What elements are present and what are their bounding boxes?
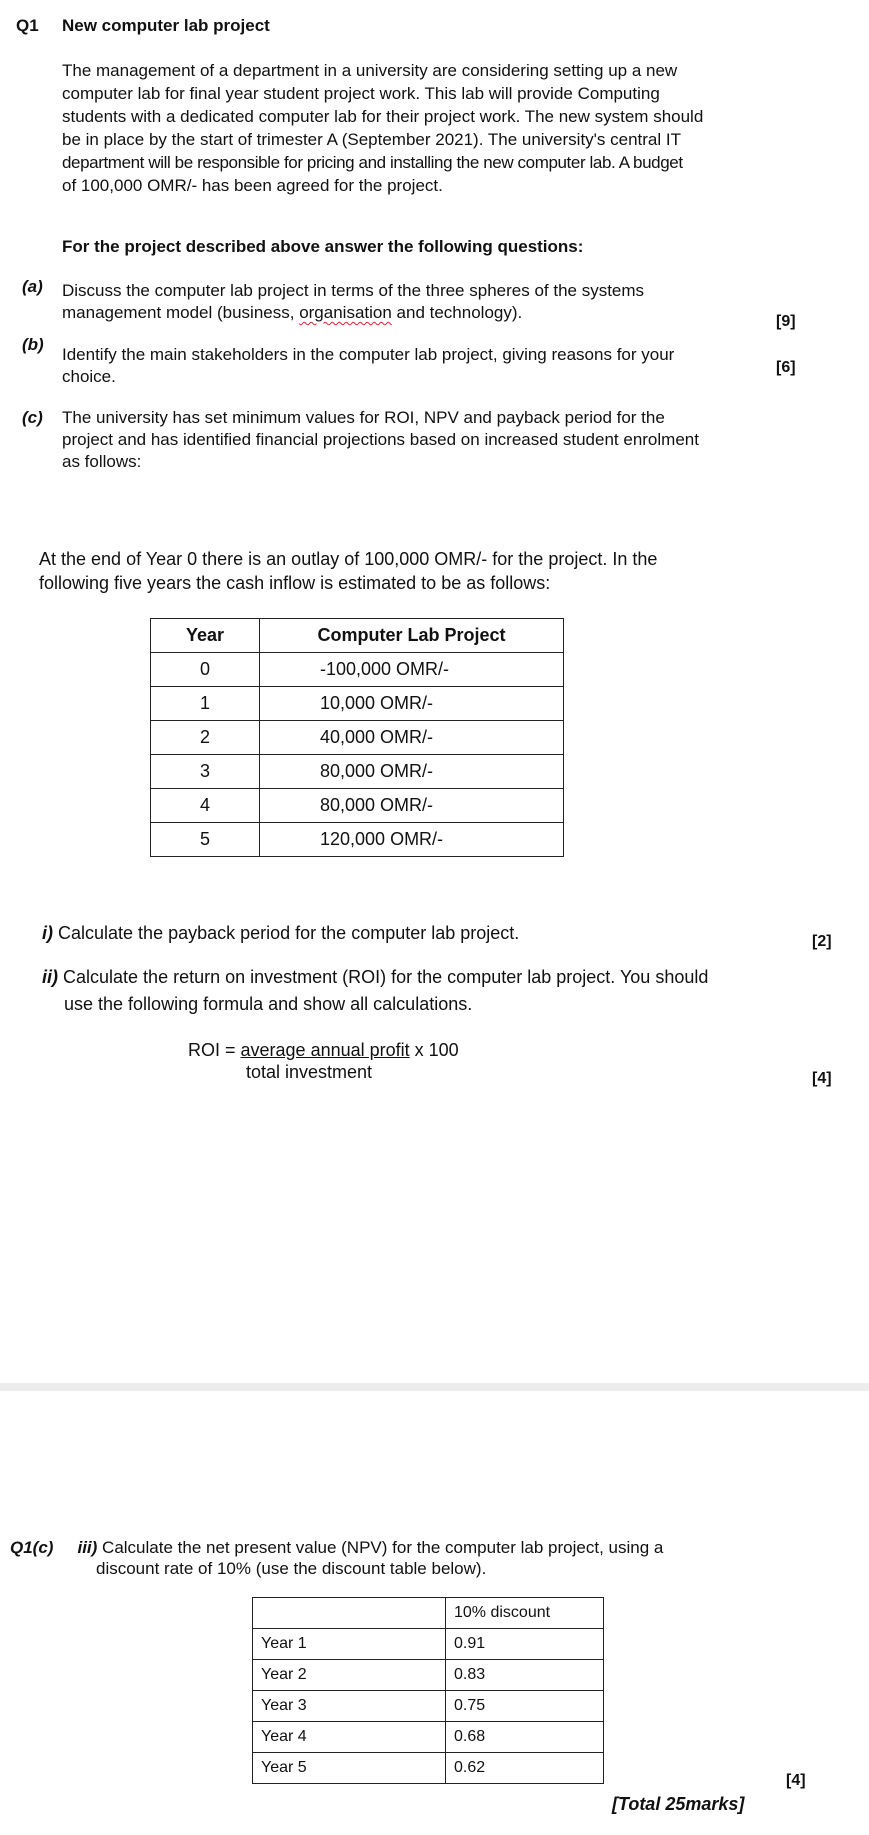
table-row xyxy=(253,1691,604,1722)
question-number: Q1 xyxy=(16,16,39,35)
empty-header-cell xyxy=(253,1598,446,1629)
sub-question-iii: Q1(c) iii) Calculate the net present value (NPV) for the computer lab project, using a xyxy=(10,1538,664,1557)
year-cell: Year 3 xyxy=(253,1691,446,1722)
table-row xyxy=(151,789,564,823)
intro-line: students with a dedicated computer lab for their project work. The new system should xyxy=(62,107,704,126)
part-a-marks: [9] xyxy=(776,313,796,330)
table-header: Computer Lab Project xyxy=(260,619,564,653)
table-header-row xyxy=(253,1598,604,1629)
sub-ii-marks: [4] xyxy=(812,1070,832,1087)
discount-cell: 0.62 xyxy=(446,1753,604,1784)
sub-iii-marks: [4] xyxy=(786,1772,806,1789)
year-cell: Year 1 xyxy=(253,1629,446,1660)
cash-cell: 120,000 OMR/- xyxy=(260,823,564,857)
table-row xyxy=(253,1660,604,1691)
formula-denominator: total investment xyxy=(246,1062,373,1082)
part-c-label: (c) xyxy=(22,408,43,427)
table-row xyxy=(151,823,564,857)
total-marks: [Total 25marks] xyxy=(612,1794,745,1814)
table-row xyxy=(151,653,564,687)
table-row xyxy=(151,755,564,789)
table-row xyxy=(253,1629,604,1660)
part-c-line: as follows: xyxy=(62,452,142,471)
discount-cell: 0.68 xyxy=(446,1722,604,1753)
table-header: Year xyxy=(151,619,260,653)
cash-cell: 80,000 OMR/- xyxy=(260,755,564,789)
part-a-line: management model (business, organisation and technology). xyxy=(62,303,523,322)
year-cell: Year 2 xyxy=(253,1660,446,1691)
outlay-line: At the end of Year 0 there is an outlay of 100,000 OMR/- for the project. In the xyxy=(39,549,658,569)
cash-flow-table xyxy=(150,618,564,857)
intro-line: The management of a department in a university are considering setting up a new xyxy=(62,61,678,80)
instruction: For the project described above answer the following questions: xyxy=(62,237,584,256)
table-row xyxy=(253,1722,604,1753)
part-a-label: (a) xyxy=(22,277,43,296)
part-b-line: choice. xyxy=(62,367,116,386)
outlay-line: following five years the cash inflow is estimated to be as follows: xyxy=(39,573,551,593)
year-cell: Year 5 xyxy=(253,1753,446,1784)
part-b-label: (b) xyxy=(22,335,44,354)
intro-line: of 100,000 OMR/- has been agreed for the project. xyxy=(62,176,443,195)
year-cell: 2 xyxy=(151,721,260,755)
discount-table xyxy=(252,1597,604,1784)
part-b-marks: [6] xyxy=(776,359,796,376)
table-row xyxy=(253,1753,604,1784)
question-title: New computer lab project xyxy=(62,16,270,35)
sub-ii-line: use the following formula and show all calculations. xyxy=(64,994,473,1014)
spellcheck-word: organisation xyxy=(299,303,392,322)
intro-line: be in place by the start of trimester A (September 2021). The university's central IT xyxy=(62,130,681,149)
year-cell: 4 xyxy=(151,789,260,823)
part-c-line: project and has identified financial projections based on increased student enrolment xyxy=(62,430,699,449)
part-c-line: The university has set minimum values for ROI, NPV and payback period for the xyxy=(62,408,665,427)
cash-cell: -100,000 OMR/- xyxy=(260,653,564,687)
cash-cell: 80,000 OMR/- xyxy=(260,789,564,823)
sub-iii-line: discount rate of 10% (use the discount table below). xyxy=(96,1559,487,1578)
part-b-line: Identify the main stakeholders in the computer lab project, giving reasons for your xyxy=(62,345,675,364)
part-a-line: Discuss the computer lab project in terms of the three spheres of the systems xyxy=(62,281,645,300)
table-row xyxy=(151,721,564,755)
table-row xyxy=(151,687,564,721)
sub-question-ii: ii) Calculate the return on investment (ROI) for the computer lab project. You should xyxy=(42,967,709,987)
discount-cell: 0.75 xyxy=(446,1691,604,1722)
formula-numerator: average annual profit xyxy=(240,1040,410,1060)
year-cell: 3 xyxy=(151,755,260,789)
sub-i-marks: [2] xyxy=(812,933,832,950)
discount-cell: 0.83 xyxy=(446,1660,604,1691)
cash-cell: 10,000 OMR/- xyxy=(260,687,564,721)
sub-question-i: i) Calculate the payback period for the computer lab project. xyxy=(42,923,520,943)
discount-cell: 0.91 xyxy=(446,1629,604,1660)
cash-cell: 40,000 OMR/- xyxy=(260,721,564,755)
intro-line: computer lab for final year student project work. This lab will provide Computing xyxy=(62,84,660,103)
year-cell: Year 4 xyxy=(253,1722,446,1753)
table-header: 10% discount xyxy=(446,1598,604,1629)
table-header-row xyxy=(151,619,564,653)
roi-formula: ROI = average annual profit x 100 xyxy=(188,1040,459,1060)
intro-line: department will be responsible for pricing and installing the new computer lab. A budget xyxy=(62,153,683,172)
page-separator xyxy=(0,1383,869,1391)
year-cell: 1 xyxy=(151,687,260,721)
year-cell: 5 xyxy=(151,823,260,857)
year-cell: 0 xyxy=(151,653,260,687)
